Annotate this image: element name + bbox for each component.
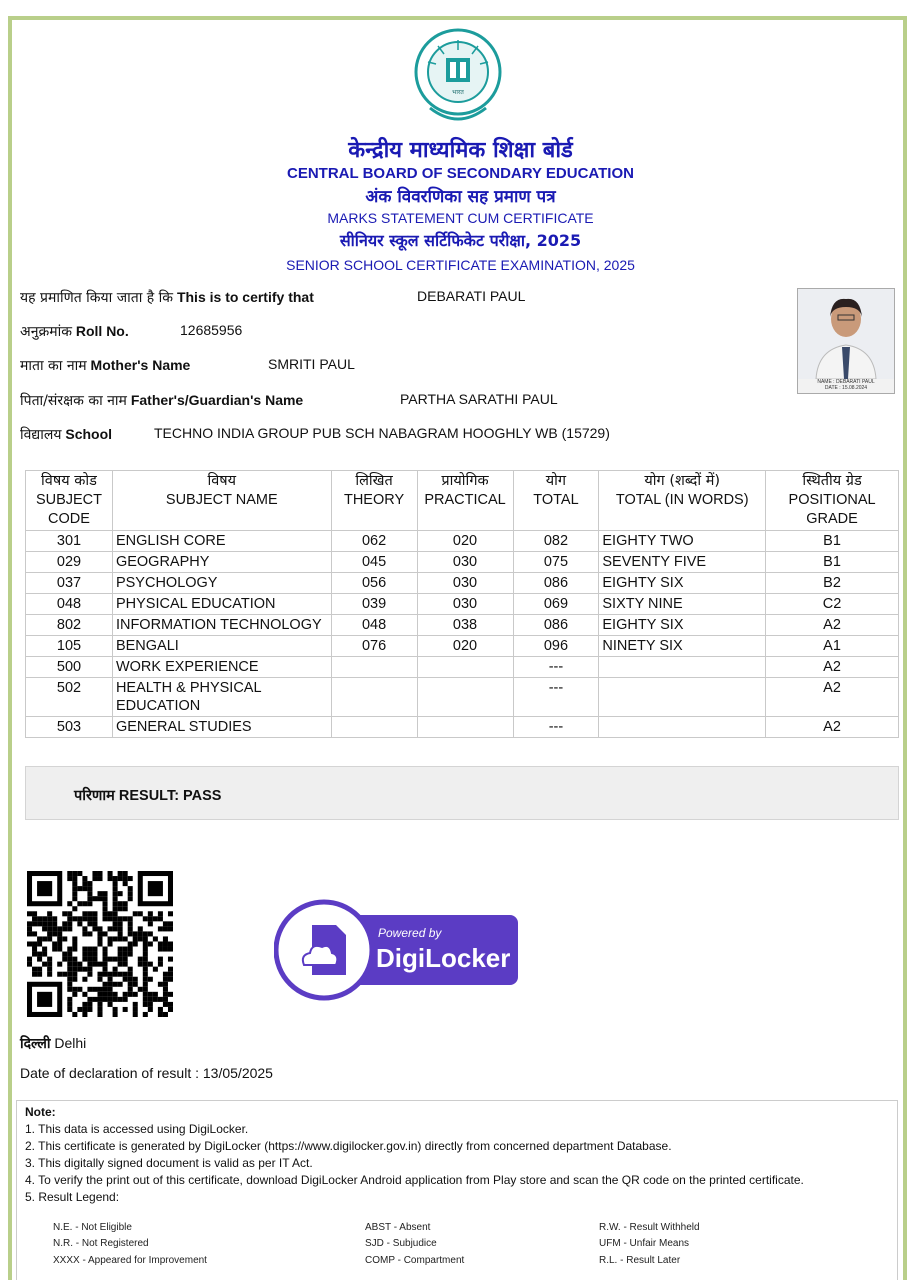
- table-row: [26, 552, 899, 573]
- cell-grade: A1: [766, 636, 899, 657]
- cell-words: [599, 657, 766, 678]
- cell-total: 086: [513, 573, 599, 594]
- cell-code: 037: [26, 573, 113, 594]
- school-label-hindi: विद्यालय: [20, 427, 62, 443]
- note-box: [16, 1100, 898, 1280]
- cell-theory: 062: [331, 531, 417, 552]
- svg-text:भारत: भारत: [452, 89, 464, 96]
- school-name: TECHNO INDIA GROUP PUB SCH NABAGRAM HOOGHLY WB (15729): [154, 425, 610, 441]
- cell-total: 075: [513, 552, 599, 573]
- cell-name: PSYCHOLOGY: [112, 573, 331, 594]
- legend-item: XXXX - Appeared for Improvement: [53, 1255, 207, 1266]
- declaration-label: Date of declaration of result :: [20, 1065, 199, 1081]
- header-grade: स्थितीय ग्रेड POSITIONAL GRADE: [766, 471, 899, 531]
- photo-caption-name: NAME : DEBARATI PAUL: [817, 379, 875, 385]
- result-text: परिणाम RESULT: PASS: [74, 788, 222, 804]
- roll-number: 12685956: [180, 322, 243, 338]
- table-row: [26, 531, 899, 552]
- school-line: [20, 425, 610, 444]
- cell-words: SIXTY NINE: [599, 594, 766, 615]
- board-name-english: CENTRAL BOARD OF SECONDARY EDUCATION: [287, 165, 634, 182]
- cell-theory: 039: [331, 594, 417, 615]
- cell-total: ---: [513, 678, 599, 717]
- cell-theory: 048: [331, 615, 417, 636]
- legend-item: SJD - Subjudice: [365, 1238, 437, 1249]
- cell-name: GENERAL STUDIES: [112, 717, 331, 738]
- father-line: [20, 391, 558, 410]
- mother-label-english: Mother's Name: [90, 357, 191, 373]
- header-subject-code: विषय कोड SUBJECT CODE: [26, 471, 113, 531]
- place-line: [20, 1034, 86, 1053]
- father-label-hindi: पिता/संरक्षक का नाम: [20, 393, 127, 409]
- cell-theory: 076: [331, 636, 417, 657]
- cell-code: 105: [26, 636, 113, 657]
- cell-practical: [417, 657, 513, 678]
- note-item: 3. This digitally signed document is valid as per IT Act.: [25, 1156, 313, 1170]
- note-item: 4. To verify the print out of this certificate, download DigiLocker Android application from Play store and scan the QR code on the printed certificate.: [25, 1173, 804, 1187]
- cell-practical: 030: [417, 552, 513, 573]
- note-item: 2. This certificate is generated by DigiLocker (https://www.digilocker.gov.in) directly from concerned department Database.: [25, 1139, 672, 1153]
- candidate-photo: [797, 288, 895, 394]
- cell-grade: B1: [766, 531, 899, 552]
- digilocker-powered: Powered by: [378, 926, 442, 940]
- legend-item: R.W. - Result Withheld: [599, 1222, 700, 1233]
- roll-label-hindi: अनुक्रमांक: [20, 324, 72, 340]
- cell-words: EIGHTY SIX: [599, 573, 766, 594]
- table-row: [26, 717, 899, 738]
- table-row: [26, 615, 899, 636]
- candidate-photo-image: [798, 289, 894, 379]
- header-theory: लिखित THEORY: [331, 471, 417, 531]
- cell-total: ---: [513, 657, 599, 678]
- legend-item: COMP - Compartment: [365, 1255, 465, 1266]
- table-row: [26, 636, 899, 657]
- digilocker-brand: DigiLocker: [376, 943, 511, 973]
- result-box: [25, 766, 899, 820]
- cell-code: 029: [26, 552, 113, 573]
- table-row: [26, 657, 899, 678]
- cell-grade: B1: [766, 552, 899, 573]
- place-english: Delhi: [54, 1035, 87, 1051]
- cell-grade: C2: [766, 594, 899, 615]
- note-item: 1. This data is accessed using DigiLocker.: [25, 1122, 249, 1136]
- declaration-line: [20, 1065, 273, 1081]
- exam-title-english: SENIOR SCHOOL CERTIFICATE EXAMINATION, 2025: [286, 257, 635, 273]
- board-name-hindi: केन्द्रीय माध्यमिक शिक्षा बोर्ड: [348, 138, 573, 163]
- legend-item: ABST - Absent: [365, 1222, 431, 1233]
- cell-name: WORK EXPERIENCE: [112, 657, 331, 678]
- cell-total: 082: [513, 531, 599, 552]
- roll-label-english: Roll No.: [75, 323, 129, 339]
- cell-code: 503: [26, 717, 113, 738]
- cell-words: [599, 717, 766, 738]
- exam-title-hindi: सीनियर स्कूल सर्टिफिकेट परीक्षा, 2025: [339, 231, 582, 250]
- cell-words: EIGHTY SIX: [599, 615, 766, 636]
- candidate-name: DEBARATI PAUL: [417, 288, 526, 304]
- cell-code: 048: [26, 594, 113, 615]
- cell-words: EIGHTY TWO: [599, 531, 766, 552]
- table-header-row: [26, 471, 899, 531]
- qr-code: [27, 871, 173, 1017]
- certify-label-hindi: यह प्रमाणित किया जाता है कि: [20, 290, 174, 306]
- cell-total: ---: [513, 717, 599, 738]
- legend-item: R.L. - Result Later: [599, 1255, 681, 1266]
- roll-line: [20, 322, 243, 341]
- cell-theory: [331, 657, 417, 678]
- mother-label-hindi: माता का नाम: [20, 358, 87, 374]
- mother-name: SMRITI PAUL: [268, 356, 355, 372]
- father-label-english: Father's/Guardian's Name: [130, 392, 304, 408]
- cell-code: 502: [26, 678, 113, 717]
- header-subject-name: विषय SUBJECT NAME: [112, 471, 331, 531]
- cell-name: GEOGRAPHY: [112, 552, 331, 573]
- header-practical: प्रायोगिक PRACTICAL: [417, 471, 513, 531]
- marks-table: [25, 470, 899, 738]
- cell-name: INFORMATION TECHNOLOGY: [112, 615, 331, 636]
- certify-line: [20, 288, 526, 307]
- cell-practical: 038: [417, 615, 513, 636]
- cell-name: PHYSICAL EDUCATION: [112, 594, 331, 615]
- cell-practical: [417, 678, 513, 717]
- note-item: 5. Result Legend:: [25, 1190, 120, 1204]
- note-title: Note:: [25, 1105, 56, 1119]
- cell-grade: A2: [766, 615, 899, 636]
- header-total-words: योग (शब्दों में) TOTAL (IN WORDS): [599, 471, 766, 531]
- school-label-english: School: [65, 426, 113, 442]
- cbse-logo: [408, 26, 508, 134]
- table-row: [26, 573, 899, 594]
- table-row: [26, 594, 899, 615]
- cell-practical: 030: [417, 573, 513, 594]
- cell-theory: 045: [331, 552, 417, 573]
- digilocker-badge: [274, 899, 520, 1001]
- cell-words: NINETY SIX: [599, 636, 766, 657]
- declaration-date: 13/05/2025: [202, 1065, 273, 1081]
- cell-grade: B2: [766, 573, 899, 594]
- cell-words: [599, 678, 766, 717]
- certificate-title-english: MARKS STATEMENT CUM CERTIFICATE: [327, 210, 594, 226]
- cell-total: 069: [513, 594, 599, 615]
- cell-words: SEVENTY FIVE: [599, 552, 766, 573]
- header-total: योग TOTAL: [513, 471, 599, 531]
- place-hindi: दिल्ली: [20, 1036, 51, 1052]
- cell-total: 086: [513, 615, 599, 636]
- cell-code: 500: [26, 657, 113, 678]
- table-row: [26, 678, 899, 717]
- legend-item: UFM - Unfair Means: [599, 1238, 690, 1249]
- cell-practical: 020: [417, 636, 513, 657]
- cell-name: ENGLISH CORE: [112, 531, 331, 552]
- father-name: PARTHA SARATHI PAUL: [400, 391, 558, 407]
- cell-theory: 056: [331, 573, 417, 594]
- cell-total: 096: [513, 636, 599, 657]
- legend-item: N.E. - Not Eligible: [53, 1222, 132, 1233]
- photo-caption-date: DATE : 15.08.2024: [824, 385, 868, 391]
- cell-practical: [417, 717, 513, 738]
- cell-grade: A2: [766, 678, 899, 717]
- certify-label-english: This is to certify that: [176, 289, 314, 305]
- cell-code: 802: [26, 615, 113, 636]
- cell-grade: A2: [766, 657, 899, 678]
- cell-practical: 020: [417, 531, 513, 552]
- cell-grade: A2: [766, 717, 899, 738]
- cell-theory: [331, 678, 417, 717]
- mother-line: [20, 356, 355, 375]
- legend-item: N.R. - Not Registered: [53, 1238, 149, 1249]
- cell-code: 301: [26, 531, 113, 552]
- cell-practical: 030: [417, 594, 513, 615]
- certificate-title-hindi: अंक विवरणिका सह प्रमाण पत्र: [365, 187, 556, 207]
- cell-theory: [331, 717, 417, 738]
- cell-name: HEALTH & PHYSICAL EDUCATION: [112, 678, 331, 717]
- cell-name: BENGALI: [112, 636, 331, 657]
